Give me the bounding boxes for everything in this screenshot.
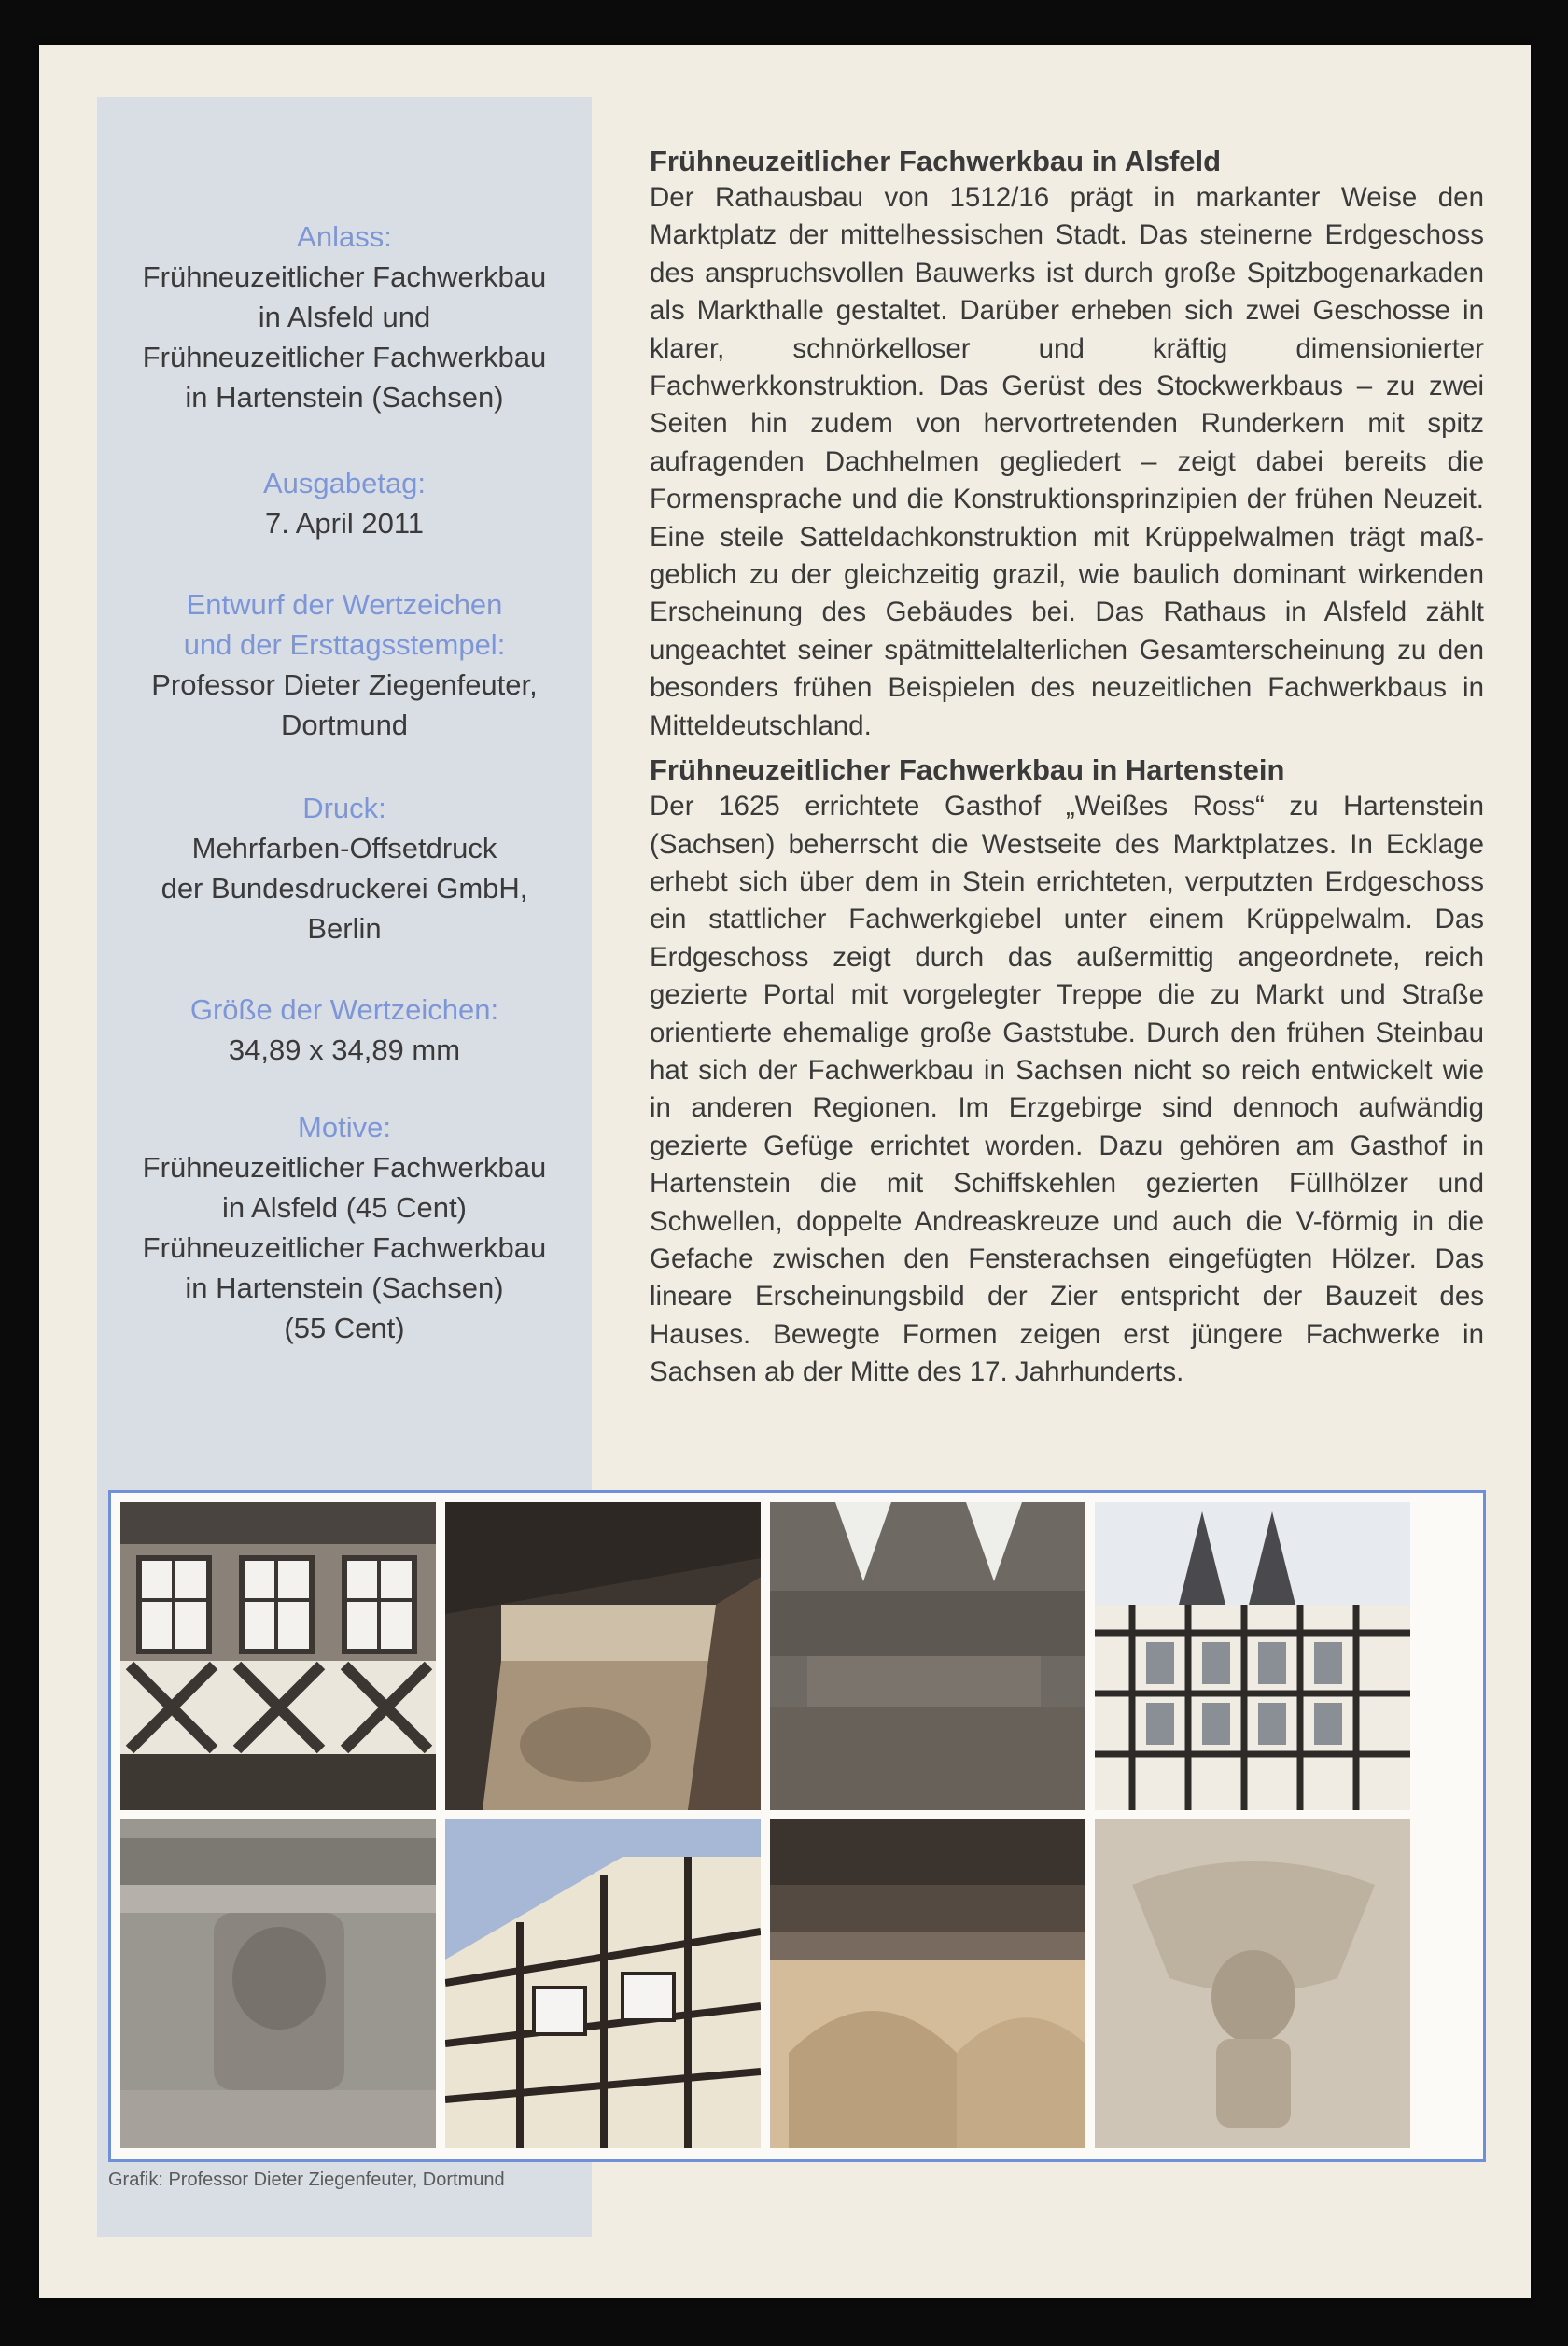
motive-line: (55 Cent)	[284, 1312, 405, 1344]
groesse-section	[97, 990, 592, 1070]
hartenstein-paragraph: Der 1625 errichtete Gasthof „Weißes Ross“ zu Hartenstein (Sachsen) beherrscht die Westseite des Marktplatzes. In Ecklage erhebt sich über dem in Stein errichteten, verputzten Erdgeschoss ein stattlicher Fachwerkgiebel unter einem Krüppelwalm. Das Erdgeschoss zeigt durch das außermittig angeordnete, reich gezierte Portal mit vorgelegter Treppe die zu Markt und Straße orientierte ehemalige große Gaststube. Durch den frühen Steinbau hat sich der Fachwerkbau in Sachsen nicht so reich entwickelt wie in anderen Regionen. Im Erzgebirge sind dennoch aufwändig gezierte Gefüge errichtet worden. Dazu gehören am Gasthof in Hartenstein die mit Schiffskehlen gezierten Füllhölzer und Schwellen, doppelte Andreaskreuze und auch die V-förmig in die Gefache zwischen den Fensterachsen eingefügten Hölzer. Das lineare Erscheinungsbild der Zier entspricht der Bauzeit des Hauses. Bewegte Formen zeigen erst jüngere Fachwerke in Sachsen ab der Mitte des 17. Jahrhunderts.	[650, 791, 1484, 1388]
graphic-credit: Grafik: Professor Dieter Ziegenfeuter, Dortmund	[108, 2170, 505, 2190]
druck-line: Berlin	[307, 912, 382, 945]
motive-line: Frühneuzeitlicher Fachwerkbau	[142, 1231, 547, 1264]
article-column	[650, 97, 1484, 1392]
motive-line: in Alsfeld (45 Cent)	[222, 1191, 467, 1224]
photo-carved-console	[445, 1502, 761, 1810]
photo-hartenstein-gable	[445, 1819, 761, 2148]
motive-heading: Motive:	[298, 1111, 391, 1144]
druck-section	[97, 788, 592, 948]
druck-heading: Druck:	[302, 792, 386, 824]
groesse-heading: Größe der Wertzeichen:	[189, 993, 499, 1026]
anlass-line: Frühneuzeitlicher Fachwerkbau	[142, 341, 547, 373]
photo-beam-detail	[770, 1502, 1085, 1810]
photo-wooden-bracket	[120, 1819, 436, 2148]
hartenstein-heading: Frühneuzeitlicher Fachwerkbau in Hartenstein	[650, 753, 1285, 787]
photo-timber-windows	[120, 1502, 436, 1810]
motive-line: in Hartenstein (Sachsen)	[185, 1271, 504, 1304]
photo-alsfeld-towers	[1095, 1502, 1410, 1810]
anlass-line: in Alsfeld und	[258, 301, 431, 333]
alsfeld-heading: Frühneuzeitlicher Fachwerkbau in Alsfeld	[650, 145, 1222, 177]
entwurf-line: Dortmund	[280, 709, 409, 741]
motive-line: Frühneuzeitlicher Fachwerkbau	[142, 1151, 547, 1184]
groesse-value: 34,89 x 34,89 mm	[228, 1033, 461, 1066]
ausgabetag-value: 7. April 2011	[264, 507, 425, 540]
entwurf-line: Professor Dieter Ziegenfeuter,	[151, 668, 538, 701]
photo-gallery	[108, 1490, 1486, 2162]
photo-stone-figure	[1095, 1819, 1410, 2148]
druck-line: der Bundesdruckerei GmbH,	[161, 872, 528, 905]
anlass-heading: Anlass:	[297, 220, 392, 253]
anlass-section	[97, 217, 592, 417]
anlass-line: Frühneuzeitlicher Fachwerkbau	[142, 260, 547, 293]
alsfeld-paragraph: Der Rathausbau von 1512/16 prägt in markanter Weise den Marktplatz der mittelhessischen Stadt. Das steinerne Erdgeschoss des anspruchsvollen Bauwerks ist durch große Spitzbogenarkaden als Markthalle gestaltet. Darüber erheben sich zwei Geschosse in klarer, schnörkelloser und kräftig dimensionierter Fachwerkkonstruktion. Das Gerüst des Stockwerkbaus – zu zwei Seiten hin zudem von hervortretenden Runderkern mit spitz aufragenden Dachhelmen gegliedert – zeigt dabei bereits die Formensprache und die Konstruktionsprinzipien der frühen Neuzeit. Eine steile Satteldachkonstruktion mit Krüppelwalmen trägt maßgeblich zu der gleichzeitig grazil, wie baulich dominant wirkenden Erscheinung des Gebäudes bei. Das Rathaus in Alsfeld zählt ungeachtet seiner spätmittelalterlichen Gesamterscheinung zu den besonders frühen Beispielen des neuzeitlichen Fachwerkbaus in Mitteldeutschland.	[650, 182, 1484, 741]
ausgabetag-section	[97, 463, 592, 543]
ausgabetag-heading: Ausgabetag:	[262, 467, 427, 499]
anlass-line: in Hartenstein (Sachsen)	[185, 381, 504, 414]
photo-portal-detail	[770, 1819, 1085, 2148]
entwurf-heading: Entwurf der Wertzeichen	[186, 588, 503, 621]
motive-section	[97, 1107, 592, 1348]
entwurf-heading: und der Ersttagsstempel:	[183, 628, 506, 661]
druck-line: Mehrfarben-Offsetdruck	[191, 832, 497, 864]
entwurf-section	[97, 584, 592, 745]
